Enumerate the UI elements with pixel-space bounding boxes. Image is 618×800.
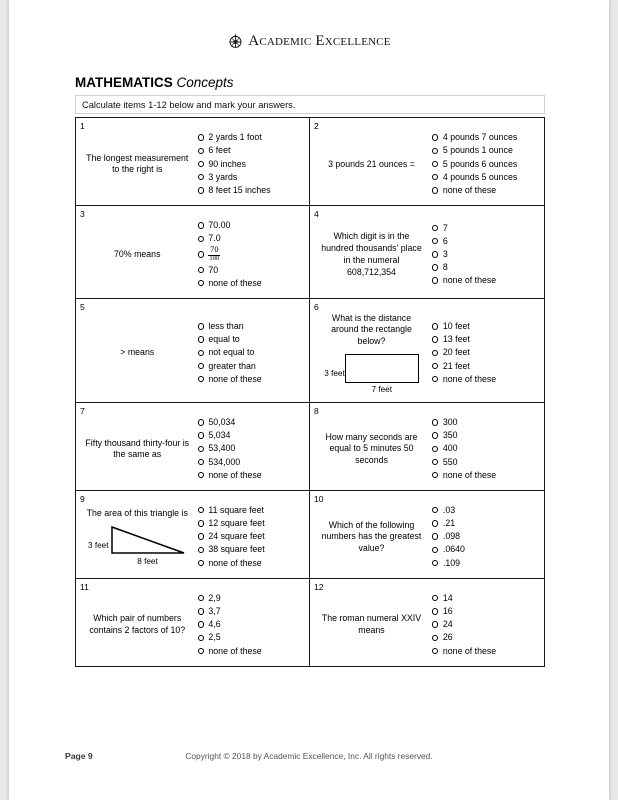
- answer-option[interactable]: [198, 633, 307, 643]
- answer-option[interactable]: [432, 470, 541, 480]
- question-stem: 70% means: [114, 248, 161, 259]
- radio-bubble-icon[interactable]: [432, 635, 438, 641]
- radio-bubble-icon[interactable]: [432, 174, 438, 180]
- answer-option[interactable]: [198, 518, 307, 528]
- question-cell-8: [310, 403, 544, 490]
- question-cell-3: [76, 206, 310, 298]
- answer-option[interactable]: [198, 361, 307, 371]
- question-stem-wrap: [81, 407, 194, 486]
- answer-options: [194, 122, 307, 201]
- radio-bubble-icon[interactable]: [432, 336, 438, 342]
- radio-bubble-icon[interactable]: [432, 148, 438, 154]
- question-cell-4: [310, 206, 544, 298]
- radio-bubble-icon[interactable]: [432, 277, 438, 283]
- answer-option[interactable]: [198, 606, 307, 616]
- radio-bubble-icon[interactable]: [432, 432, 438, 438]
- radio-bubble-icon[interactable]: [198, 446, 204, 452]
- radio-bubble-icon[interactable]: [432, 350, 438, 356]
- fraction-value: [208, 246, 220, 263]
- answer-option[interactable]: [432, 545, 541, 555]
- triangle-figure: [88, 524, 187, 566]
- option-label: 50,034: [208, 416, 236, 427]
- answer-option[interactable]: [432, 159, 541, 169]
- answer-option[interactable]: [198, 545, 307, 555]
- brand-header: [9, 33, 609, 50]
- rectangle-figure: [324, 354, 419, 394]
- answer-option[interactable]: [198, 159, 307, 169]
- radio-bubble-icon[interactable]: [432, 323, 438, 329]
- answer-options: [428, 407, 541, 486]
- option-label: none of these: [208, 277, 262, 288]
- question-stem: Which digit is in the hundred thousands' place in the numeral 608,712,354: [321, 231, 422, 277]
- option-label: .0640: [442, 544, 465, 555]
- question-cell-12: [310, 579, 544, 666]
- option-label: 5 pounds 6 ounces: [442, 158, 518, 169]
- option-label: equal to: [208, 334, 240, 345]
- option-label: 70: [208, 264, 219, 275]
- answer-option[interactable]: [198, 470, 307, 480]
- answer-option[interactable]: [432, 236, 541, 246]
- answer-option[interactable]: [432, 532, 541, 542]
- radio-bubble-icon[interactable]: [198, 174, 204, 180]
- radio-bubble-icon[interactable]: [432, 621, 438, 627]
- answer-option[interactable]: [432, 646, 541, 656]
- option-label: .098: [442, 531, 461, 542]
- answer-option[interactable]: [198, 558, 307, 568]
- radio-bubble-icon[interactable]: [198, 336, 204, 342]
- answer-options: [194, 210, 307, 294]
- radio-bubble-icon[interactable]: [432, 648, 438, 654]
- answer-options: [194, 583, 307, 662]
- worksheet-page: [9, 0, 609, 800]
- answer-option[interactable]: [432, 633, 541, 643]
- answer-option-fraction[interactable]: [198, 246, 307, 263]
- title-subject: MATHEMATICS: [75, 75, 173, 90]
- answer-option[interactable]: [432, 146, 541, 156]
- answer-option[interactable]: [198, 335, 307, 345]
- radio-bubble-icon[interactable]: [198, 595, 204, 601]
- copyright-notice: Copyright © 2018 by Academic Excellence, Inc. All rights reserved.: [185, 751, 433, 761]
- question-number: 7: [80, 405, 85, 416]
- option-label: 70.00: [208, 220, 231, 231]
- answer-option[interactable]: [432, 374, 541, 384]
- question-number: 11: [80, 581, 89, 592]
- option-label: none of these: [208, 557, 262, 568]
- answer-option[interactable]: [198, 593, 307, 603]
- radio-bubble-icon[interactable]: [198, 608, 204, 614]
- option-label: 53,400: [208, 443, 236, 454]
- answer-option[interactable]: [198, 278, 307, 288]
- question-stem-wrap: [315, 495, 428, 574]
- answer-option[interactable]: [198, 646, 307, 656]
- brand-name: Academic Excellence: [248, 33, 391, 49]
- radio-bubble-icon[interactable]: [198, 520, 204, 526]
- page-number: Page 9: [65, 751, 93, 761]
- radio-bubble-icon[interactable]: [198, 236, 204, 242]
- answer-option[interactable]: [432, 505, 541, 515]
- radio-bubble-icon[interactable]: [198, 187, 204, 193]
- option-label: none of these: [442, 469, 497, 480]
- page-title: [75, 75, 234, 90]
- radio-bubble-icon[interactable]: [198, 547, 204, 553]
- triangle-side-label: 3 feet: [88, 540, 109, 550]
- option-label: 24 square feet: [208, 531, 265, 542]
- option-label: .03: [442, 504, 456, 515]
- question-stem-wrap: [315, 583, 428, 662]
- question-stem: The longest measurement to the right is: [86, 152, 189, 175]
- option-label: none of these: [442, 645, 497, 656]
- answer-option[interactable]: [198, 185, 307, 195]
- radio-bubble-icon[interactable]: [432, 419, 438, 425]
- question-cell-7: [76, 403, 310, 490]
- radio-bubble-icon[interactable]: [198, 350, 204, 356]
- question-stem-wrap: [81, 583, 194, 662]
- answer-option[interactable]: [198, 374, 307, 384]
- answer-option[interactable]: [432, 276, 541, 286]
- option-label: 3,7: [208, 606, 221, 616]
- option-label: none of these: [442, 275, 497, 286]
- radio-bubble-icon[interactable]: [432, 560, 438, 566]
- question-stem-wrap: [81, 122, 194, 201]
- question-stem-wrap: [81, 303, 194, 398]
- answer-option[interactable]: [432, 444, 541, 454]
- stem-with-figure: [84, 508, 191, 566]
- radio-bubble-icon[interactable]: [432, 264, 438, 270]
- option-label: 7.0: [208, 233, 221, 244]
- answer-options: [428, 495, 541, 574]
- answer-option[interactable]: [432, 348, 541, 358]
- radio-bubble-icon[interactable]: [198, 635, 204, 641]
- option-label: none of these: [208, 469, 262, 480]
- answer-option[interactable]: [432, 518, 541, 528]
- radio-bubble-icon[interactable]: [432, 608, 438, 614]
- question-row: [76, 118, 544, 206]
- option-label: 8: [442, 262, 448, 273]
- option-label: 10 feet: [442, 320, 470, 331]
- answer-options: [194, 407, 307, 486]
- radio-bubble-icon[interactable]: [432, 595, 438, 601]
- radio-bubble-icon[interactable]: [432, 547, 438, 553]
- radio-bubble-icon[interactable]: [432, 472, 438, 478]
- option-label: none of these: [442, 184, 497, 195]
- answer-option[interactable]: [432, 172, 541, 182]
- rectangle-shape: [345, 354, 419, 383]
- option-label: 12 square feet: [208, 518, 265, 529]
- title-section: Concepts: [176, 75, 234, 90]
- radio-bubble-icon[interactable]: [432, 187, 438, 193]
- answer-option[interactable]: [432, 223, 541, 233]
- answer-option[interactable]: [198, 234, 307, 244]
- fraction-denominator: 100: [209, 255, 220, 263]
- question-number: 8: [314, 405, 319, 416]
- option-label: 4 pounds 7 ounces: [442, 132, 518, 143]
- option-label: 5,034: [208, 430, 231, 441]
- radio-bubble-icon[interactable]: [198, 134, 204, 140]
- option-label: none of these: [208, 645, 262, 656]
- radio-bubble-icon[interactable]: [198, 148, 204, 154]
- answer-option[interactable]: [198, 133, 307, 143]
- answer-option[interactable]: [198, 417, 307, 427]
- option-label: .109: [442, 557, 461, 568]
- question-stem-wrap: [81, 210, 194, 294]
- answer-option[interactable]: [198, 457, 307, 467]
- option-label: 26: [442, 632, 453, 643]
- option-label: 90 inches: [208, 158, 247, 169]
- option-label: 11 square feet: [208, 504, 264, 515]
- option-label: 550: [442, 456, 458, 467]
- option-label: 400: [442, 443, 458, 454]
- radio-bubble-icon[interactable]: [432, 363, 438, 369]
- answer-option[interactable]: [432, 249, 541, 259]
- question-row: [76, 206, 544, 299]
- option-label: 8 feet 15 inches: [208, 184, 271, 195]
- option-label: none of these: [442, 373, 497, 384]
- radio-bubble-icon[interactable]: [198, 323, 204, 329]
- option-label: 21 feet: [442, 360, 470, 371]
- option-label: 3 yards: [208, 171, 238, 182]
- answer-options: [428, 303, 541, 398]
- question-row: [76, 579, 544, 667]
- rectangle-base-label: 7 feet: [371, 384, 392, 394]
- option-label: 300: [442, 416, 458, 427]
- radio-bubble-icon[interactable]: [432, 446, 438, 452]
- radio-bubble-icon[interactable]: [198, 459, 204, 465]
- question-cell-2: [310, 118, 544, 205]
- answer-option[interactable]: [198, 444, 307, 454]
- radio-bubble-icon[interactable]: [198, 419, 204, 425]
- stem-with-figure: [318, 313, 425, 394]
- answer-option[interactable]: [432, 593, 541, 603]
- answer-option[interactable]: [432, 263, 541, 273]
- option-label: none of these: [208, 373, 262, 384]
- radio-bubble-icon[interactable]: [198, 648, 204, 654]
- question-stem: The roman numeral XXIV means: [321, 613, 422, 636]
- answer-option[interactable]: [198, 172, 307, 182]
- option-label: 20 feet: [442, 347, 470, 358]
- question-grid: [75, 117, 545, 667]
- option-label: 534,000: [208, 456, 241, 467]
- option-label: less than: [208, 320, 244, 331]
- answer-option[interactable]: [432, 417, 541, 427]
- answer-option[interactable]: [198, 431, 307, 441]
- question-number: 9: [80, 493, 85, 504]
- radio-bubble-icon[interactable]: [432, 134, 438, 140]
- question-stem-wrap: [315, 407, 428, 486]
- option-label: 24: [442, 619, 453, 630]
- option-label: 6 feet: [208, 145, 231, 156]
- instructions-bar: [75, 95, 545, 114]
- question-stem: > means: [120, 347, 155, 358]
- answer-option[interactable]: [198, 146, 307, 156]
- radio-bubble-icon[interactable]: [198, 507, 204, 513]
- radio-bubble-icon[interactable]: [432, 533, 438, 539]
- answer-option[interactable]: [432, 457, 541, 467]
- answer-option[interactable]: [432, 321, 541, 331]
- radio-bubble-icon[interactable]: [198, 621, 204, 627]
- triangle-base-label: 8 feet: [137, 557, 158, 566]
- radio-bubble-icon[interactable]: [198, 222, 204, 228]
- answer-option[interactable]: [432, 606, 541, 616]
- radio-bubble-icon[interactable]: [198, 472, 204, 478]
- radio-bubble-icon[interactable]: [432, 376, 438, 382]
- question-stem: 3 pounds 21 ounces =: [328, 158, 415, 169]
- answer-option[interactable]: [432, 185, 541, 195]
- answer-option[interactable]: [432, 431, 541, 441]
- question-stem-wrap: [315, 122, 428, 201]
- question-number: 10: [314, 493, 324, 504]
- answer-option[interactable]: [198, 221, 307, 231]
- radio-bubble-icon[interactable]: [198, 560, 204, 566]
- radio-bubble-icon[interactable]: [432, 238, 438, 244]
- answer-option[interactable]: [432, 335, 541, 345]
- option-label: 38 square feet: [208, 544, 265, 555]
- answer-option[interactable]: [198, 265, 307, 275]
- option-label: 2 yards 1 foot: [208, 132, 262, 143]
- radio-bubble-icon[interactable]: [198, 376, 204, 382]
- question-stem-wrap: [315, 303, 428, 398]
- option-label: 5 pounds 1 ounce: [442, 145, 513, 156]
- option-label: not equal to: [208, 347, 255, 358]
- answer-options: [194, 495, 307, 574]
- option-label: 16: [442, 606, 453, 616]
- option-label: 6: [442, 235, 448, 246]
- answer-option[interactable]: [198, 532, 307, 542]
- question-number: 2: [314, 121, 319, 131]
- question-stem: What is the distance around the rectangle below?: [331, 312, 412, 347]
- option-label: 4,6: [208, 619, 221, 630]
- radio-bubble-icon[interactable]: [198, 267, 204, 273]
- question-cell-11: [76, 579, 310, 666]
- answer-options: [194, 303, 307, 398]
- question-number: 4: [314, 208, 319, 219]
- question-stem: Fifty thousand thirty-four is the same as: [85, 437, 190, 460]
- radio-bubble-icon[interactable]: [198, 280, 204, 286]
- question-number: 5: [80, 301, 85, 312]
- option-label: 7: [442, 222, 448, 233]
- option-label: .21: [442, 518, 456, 529]
- question-cell-6: [310, 299, 544, 402]
- question-number: 3: [80, 208, 85, 219]
- rectangle-shape-wrap: [345, 354, 419, 394]
- question-cell-9: [76, 491, 310, 578]
- radio-bubble-icon[interactable]: [432, 520, 438, 526]
- radio-bubble-icon[interactable]: [432, 161, 438, 167]
- answer-option[interactable]: [432, 361, 541, 371]
- radio-bubble-icon[interactable]: [432, 225, 438, 231]
- option-label: 4 pounds 5 ounces: [442, 171, 518, 182]
- triangle-shape-wrap: [109, 524, 187, 566]
- answer-options: [428, 583, 541, 662]
- radio-bubble-icon[interactable]: [198, 363, 204, 369]
- question-stem-wrap: [81, 495, 194, 574]
- option-label: 350: [442, 430, 458, 441]
- radio-bubble-icon[interactable]: [432, 507, 438, 513]
- question-number: 6: [314, 301, 319, 312]
- radio-bubble-icon[interactable]: [198, 161, 204, 167]
- radio-bubble-icon[interactable]: [432, 251, 438, 257]
- answer-option[interactable]: [432, 620, 541, 630]
- question-row: [76, 299, 544, 403]
- option-label: 13 feet: [442, 334, 470, 345]
- radio-bubble-icon[interactable]: [432, 459, 438, 465]
- answer-option[interactable]: [198, 620, 307, 630]
- option-label: 2,9: [208, 592, 221, 603]
- answer-option[interactable]: [198, 321, 307, 331]
- question-stem: Which of the following numbers has the greatest value?: [321, 519, 422, 553]
- answer-option[interactable]: [198, 505, 307, 515]
- radio-bubble-icon[interactable]: [198, 251, 204, 257]
- option-label: 14: [442, 592, 453, 603]
- question-stem-wrap: [315, 210, 428, 294]
- answer-option[interactable]: [198, 348, 307, 358]
- question-number: 12: [314, 581, 324, 592]
- question-row: [76, 491, 544, 579]
- answer-options: [428, 210, 541, 294]
- question-number: 1: [80, 121, 85, 131]
- answer-option[interactable]: [432, 558, 541, 568]
- instructions-text: Calculate items 1-12 below and mark your answers.: [82, 99, 296, 110]
- radio-bubble-icon[interactable]: [198, 533, 204, 539]
- question-stem: The area of this triangle is: [86, 508, 188, 519]
- option-label: 3: [442, 248, 448, 259]
- question-row: [76, 403, 544, 491]
- answer-option[interactable]: [432, 133, 541, 143]
- rectangle-side-label: 3 feet: [324, 369, 345, 379]
- question-stem: How many seconds are equal to 5 minutes 50 seconds: [325, 431, 418, 466]
- right-triangle-shape: [109, 524, 187, 556]
- fraction-numerator: 70: [210, 244, 219, 254]
- question-cell-5: [76, 299, 310, 402]
- compass-rose-icon: [227, 33, 244, 50]
- option-label: 2,5: [208, 632, 221, 643]
- question-cell-1: [76, 118, 310, 205]
- radio-bubble-icon[interactable]: [198, 432, 204, 438]
- answer-options: [428, 122, 541, 201]
- question-cell-10: [310, 491, 544, 578]
- question-stem: Which pair of numbers contains 2 factors of 10?: [89, 613, 186, 636]
- option-label: greater than: [208, 360, 256, 371]
